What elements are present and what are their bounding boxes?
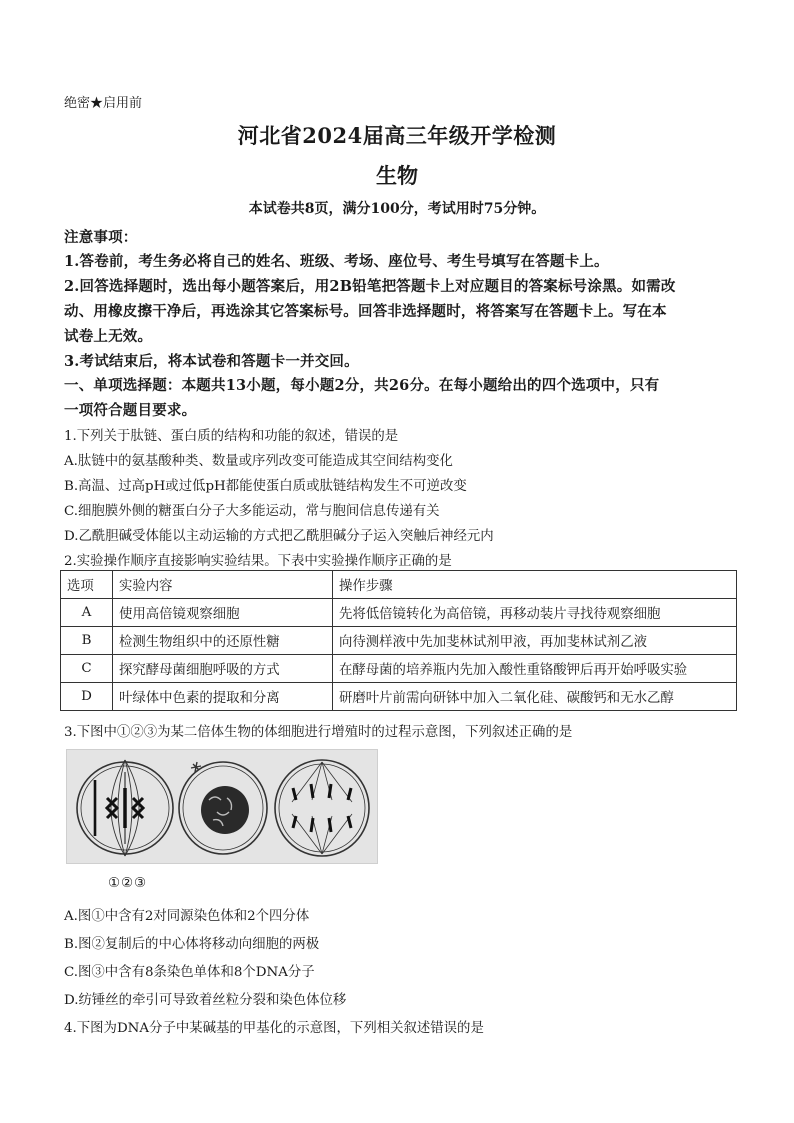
confidential-mark: 绝密★启用前 [64, 96, 143, 111]
section-heading-cont: 一项符合题目要求。 [64, 402, 197, 419]
subject-title: 生物 [376, 163, 418, 188]
notes-heading: 注意事项： [64, 229, 138, 246]
question-1-option-a: A.肽链中的氨基酸种类、数量或序列改变可能造成其空间结构变化 [64, 454, 453, 469]
table-cell: D [61, 683, 113, 711]
exam-summary: 本试卷共8页，满分100分，考试用时75分钟。 [248, 201, 546, 217]
question-1-option-d: D.乙酰胆碱受体能以主动运输的方式把乙酰胆碱分子运入突触后神经元内 [64, 529, 494, 544]
question-3-stem: 3.下图中①②③为某二倍体生物的体细胞进行增殖时的过程示意图，下列叙述正确的是 [64, 725, 573, 740]
table-cell: 叶绿体中色素的提取和分离 [113, 683, 333, 711]
note-line: 动、用橡皮擦干净后，再选涂其它答案标号。回答非选择题时，将答案写在答题卡上。写在本 [64, 303, 667, 320]
experiment-table [60, 570, 737, 711]
table-header: 实验内容 [113, 571, 333, 599]
cell-2-diagram [179, 762, 267, 854]
table-row [61, 655, 737, 683]
question-3-option-d: D.纺锤丝的牵引可导致着丝粒分裂和染色体位移 [64, 993, 347, 1008]
table-header-row [61, 571, 737, 599]
table-cell: A [61, 599, 113, 627]
table-cell: 使用高倍镜观察细胞 [113, 599, 333, 627]
table-row [61, 683, 737, 711]
section-heading: 一、单项选择题：本题共13小题，每小题2分，共26分。在每小题给出的四个选项中，只有 [64, 377, 660, 394]
table-row [61, 627, 737, 655]
table-cell: 向待测样液中先加斐林试剂甲液，再加斐林试剂乙液 [333, 627, 737, 655]
cell-division-figure [66, 749, 378, 864]
table-cell: 检测生物组织中的还原性糖 [113, 627, 333, 655]
table-cell: B [61, 627, 113, 655]
figure-labels: ①②③ [108, 876, 148, 891]
question-2-stem: 2.实验操作顺序直接影响实验结果。下表中实验操作顺序正确的是 [64, 554, 452, 569]
note-line: 2.回答选择题时，选出每小题答案后，用2B铅笔把答题卡上对应题目的答案标号涂黑。如需改 [64, 278, 676, 295]
table-cell: 研磨叶片前需向研钵中加入二氧化硅、碳酸钙和无水乙醇 [333, 683, 737, 711]
table-header: 操作步骤 [333, 571, 737, 599]
question-3-option-c: C.图③中含有8条染色单体和8个DNA分子 [64, 965, 315, 980]
table-row [61, 599, 737, 627]
question-3-option-a: A.图①中含有2对同源染色体和2个四分体 [64, 909, 310, 924]
question-1-option-b: B.高温、过高pH或过低pH都能使蛋白质或肽链结构发生不可逆改变 [64, 479, 467, 494]
cell-division-illustration [67, 750, 377, 863]
table-cell: 在酵母菌的培养瓶内先加入酸性重铬酸钾后再开始呼吸实验 [333, 655, 737, 683]
table-cell: 探究酵母菌细胞呼吸的方式 [113, 655, 333, 683]
question-1-stem: 1.下列关于肽链、蛋白质的结构和功能的叙述，错误的是 [64, 429, 399, 444]
note-line: 试卷上无效。 [64, 328, 153, 345]
table-header: 选项 [61, 571, 113, 599]
note-line: 3.考试结束后，将本试卷和答题卡一并交回。 [64, 353, 359, 370]
cell-1-diagram [77, 760, 173, 856]
exam-title: 河北省2024届高三年级开学检测 [237, 123, 557, 148]
cell-3-diagram [275, 760, 369, 856]
question-4-stem: 4.下图为DNA分子中某碱基的甲基化的示意图，下列相关叙述错误的是 [64, 1021, 484, 1036]
question-1-option-c: C.细胞膜外侧的糖蛋白分子大多能运动，常与胞间信息传递有关 [64, 504, 440, 519]
question-3-option-b: B.图②复制后的中心体将移动向细胞的两极 [64, 937, 320, 952]
note-line: 1.答卷前，考生务必将自己的姓名、班级、考场、座位号、考生号填写在答题卡上。 [64, 253, 609, 270]
table-cell: 先将低倍镜转化为高倍镜，再移动装片寻找待观察细胞 [333, 599, 737, 627]
table-cell: C [61, 655, 113, 683]
